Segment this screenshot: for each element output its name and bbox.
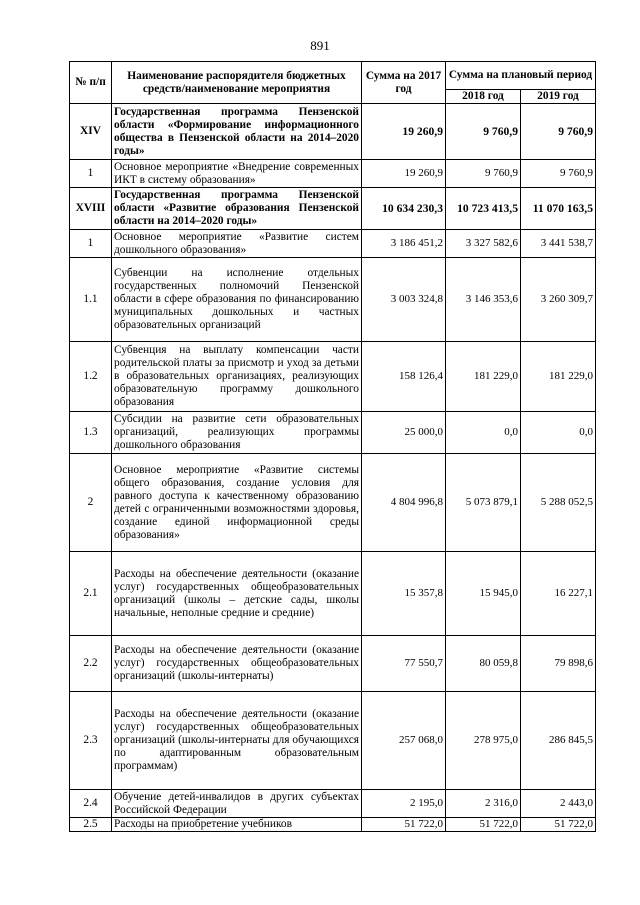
- row-number: 2.1: [70, 552, 112, 636]
- row-sum-2019: 181 229,0: [521, 342, 596, 412]
- row-number: 1.1: [70, 258, 112, 342]
- row-sum-2017: 15 357,8: [362, 552, 446, 636]
- row-sum-2018: 3 327 582,6: [446, 230, 521, 258]
- row-sum-2018: 5 073 879,1: [446, 454, 521, 552]
- table-row: [70, 692, 596, 790]
- row-name: Государственная программа Пензенской области «Формирование информационного общества в Пензенской области на 2014–2020 годы»: [112, 104, 362, 160]
- row-sum-2017: 158 126,4: [362, 342, 446, 412]
- row-sum-2018: 3 146 353,6: [446, 258, 521, 342]
- row-number: 1.3: [70, 412, 112, 454]
- budget-table: [69, 61, 596, 832]
- row-sum-2018: 10 723 413,5: [446, 188, 521, 230]
- row-sum-2017: 51 722,0: [362, 818, 446, 832]
- row-name: Обучение детей-инвалидов в других субъектах Российской Федерации: [112, 790, 362, 818]
- page-number: 891: [310, 38, 330, 53]
- table-row: [70, 342, 596, 412]
- header-year-2019: 2019 год: [521, 90, 596, 104]
- row-sum-2017: 19 260,9: [362, 104, 446, 160]
- row-sum-2017: 257 068,0: [362, 692, 446, 790]
- table-row: [70, 636, 596, 692]
- row-number: 2.5: [70, 818, 112, 832]
- header-num: № п/п: [70, 62, 112, 104]
- table-row: [70, 818, 596, 832]
- row-sum-2019: 286 845,5: [521, 692, 596, 790]
- row-sum-2018: 51 722,0: [446, 818, 521, 832]
- row-number: 1: [70, 160, 112, 188]
- table-row: [70, 258, 596, 342]
- row-number: 2: [70, 454, 112, 552]
- row-sum-2018: 181 229,0: [446, 342, 521, 412]
- row-sum-2019: 79 898,6: [521, 636, 596, 692]
- row-sum-2019: 9 760,9: [521, 160, 596, 188]
- row-number: 2.3: [70, 692, 112, 790]
- row-name: Расходы на обеспечение деятельности (оказание услуг) государственных общеобразовательных организаций (школы – детские сады, школы начальные, неполные средние и средние): [112, 552, 362, 636]
- row-sum-2017: 77 550,7: [362, 636, 446, 692]
- row-sum-2019: 3 441 538,7: [521, 230, 596, 258]
- row-sum-2017: 19 260,9: [362, 160, 446, 188]
- row-name: Расходы на обеспечение деятельности (оказание услуг) государственных общеобразовательных организаций (школы-интернаты для обучающихся по адаптированным образовательным программам): [112, 692, 362, 790]
- row-number: 1: [70, 230, 112, 258]
- row-sum-2019: 0,0: [521, 412, 596, 454]
- header-sum-2017: Сумма на 2017 год: [362, 62, 446, 104]
- row-name: Субвенции на исполнение отдельных государственных полномочий Пензенской области в сфере образования по финансированию муниципальных дошкольных и частных образовательных организаций: [112, 258, 362, 342]
- row-sum-2018: 15 945,0: [446, 552, 521, 636]
- table-row: [70, 790, 596, 818]
- row-name: Государственная программа Пензенской области «Развитие образования Пензенской области на 2014–2020 годы»: [112, 188, 362, 230]
- row-name: Основное мероприятие «Внедрение современных ИКТ в систему образования»: [112, 160, 362, 188]
- table-row: [70, 104, 596, 160]
- row-name: Субвенция на выплату компенсации части родительской платы за присмотр и уход за детьми в образовательных организациях, реализующих образовательную программу дошкольного образования: [112, 342, 362, 412]
- row-sum-2019: 51 722,0: [521, 818, 596, 832]
- row-sum-2017: 10 634 230,3: [362, 188, 446, 230]
- row-sum-2019: 11 070 163,5: [521, 188, 596, 230]
- row-number: XVIII: [70, 188, 112, 230]
- row-number: 1.2: [70, 342, 112, 412]
- row-sum-2017: 3 003 324,8: [362, 258, 446, 342]
- row-sum-2018: 278 975,0: [446, 692, 521, 790]
- row-sum-2018: 80 059,8: [446, 636, 521, 692]
- row-name: Основное мероприятие «Развитие системы общего образования, создание условия для равного доступа к качественному образованию детей с ограниченными возможностями здоровья, создание единой информационной среды образования»: [112, 454, 362, 552]
- row-name: Субсидии на развитие сети образовательных организаций, реализующих программы дошкольного образования: [112, 412, 362, 454]
- row-sum-2017: 25 000,0: [362, 412, 446, 454]
- table-row: [70, 188, 596, 230]
- row-sum-2018: 0,0: [446, 412, 521, 454]
- table-row: [70, 412, 596, 454]
- header-plan-period: Сумма на плановый период: [446, 62, 596, 90]
- row-number: 2.2: [70, 636, 112, 692]
- row-sum-2019: 16 227,1: [521, 552, 596, 636]
- row-sum-2017: 2 195,0: [362, 790, 446, 818]
- row-sum-2019: 5 288 052,5: [521, 454, 596, 552]
- row-number: 2.4: [70, 790, 112, 818]
- row-number: XIV: [70, 104, 112, 160]
- row-sum-2019: 3 260 309,7: [521, 258, 596, 342]
- table-row: [70, 454, 596, 552]
- row-sum-2018: 2 316,0: [446, 790, 521, 818]
- row-sum-2018: 9 760,9: [446, 160, 521, 188]
- row-sum-2019: 2 443,0: [521, 790, 596, 818]
- row-sum-2018: 9 760,9: [446, 104, 521, 160]
- row-sum-2017: 4 804 996,8: [362, 454, 446, 552]
- row-sum-2017: 3 186 451,2: [362, 230, 446, 258]
- table-body: [70, 104, 596, 832]
- row-name: Основное мероприятие «Развитие систем дошкольного образования»: [112, 230, 362, 258]
- row-name: Расходы на обеспечение деятельности (оказание услуг) государственных общеобразовательных организаций (школы-интернаты): [112, 636, 362, 692]
- table-row: [70, 552, 596, 636]
- row-name: Расходы на приобретение учебников: [112, 818, 362, 832]
- header-name: Наименование распорядителя бюджетных средств/наименование мероприятия: [112, 62, 362, 104]
- table-row: [70, 160, 596, 188]
- header-year-2018: 2018 год: [446, 90, 521, 104]
- table-header: [70, 62, 596, 104]
- table-row: [70, 230, 596, 258]
- row-sum-2019: 9 760,9: [521, 104, 596, 160]
